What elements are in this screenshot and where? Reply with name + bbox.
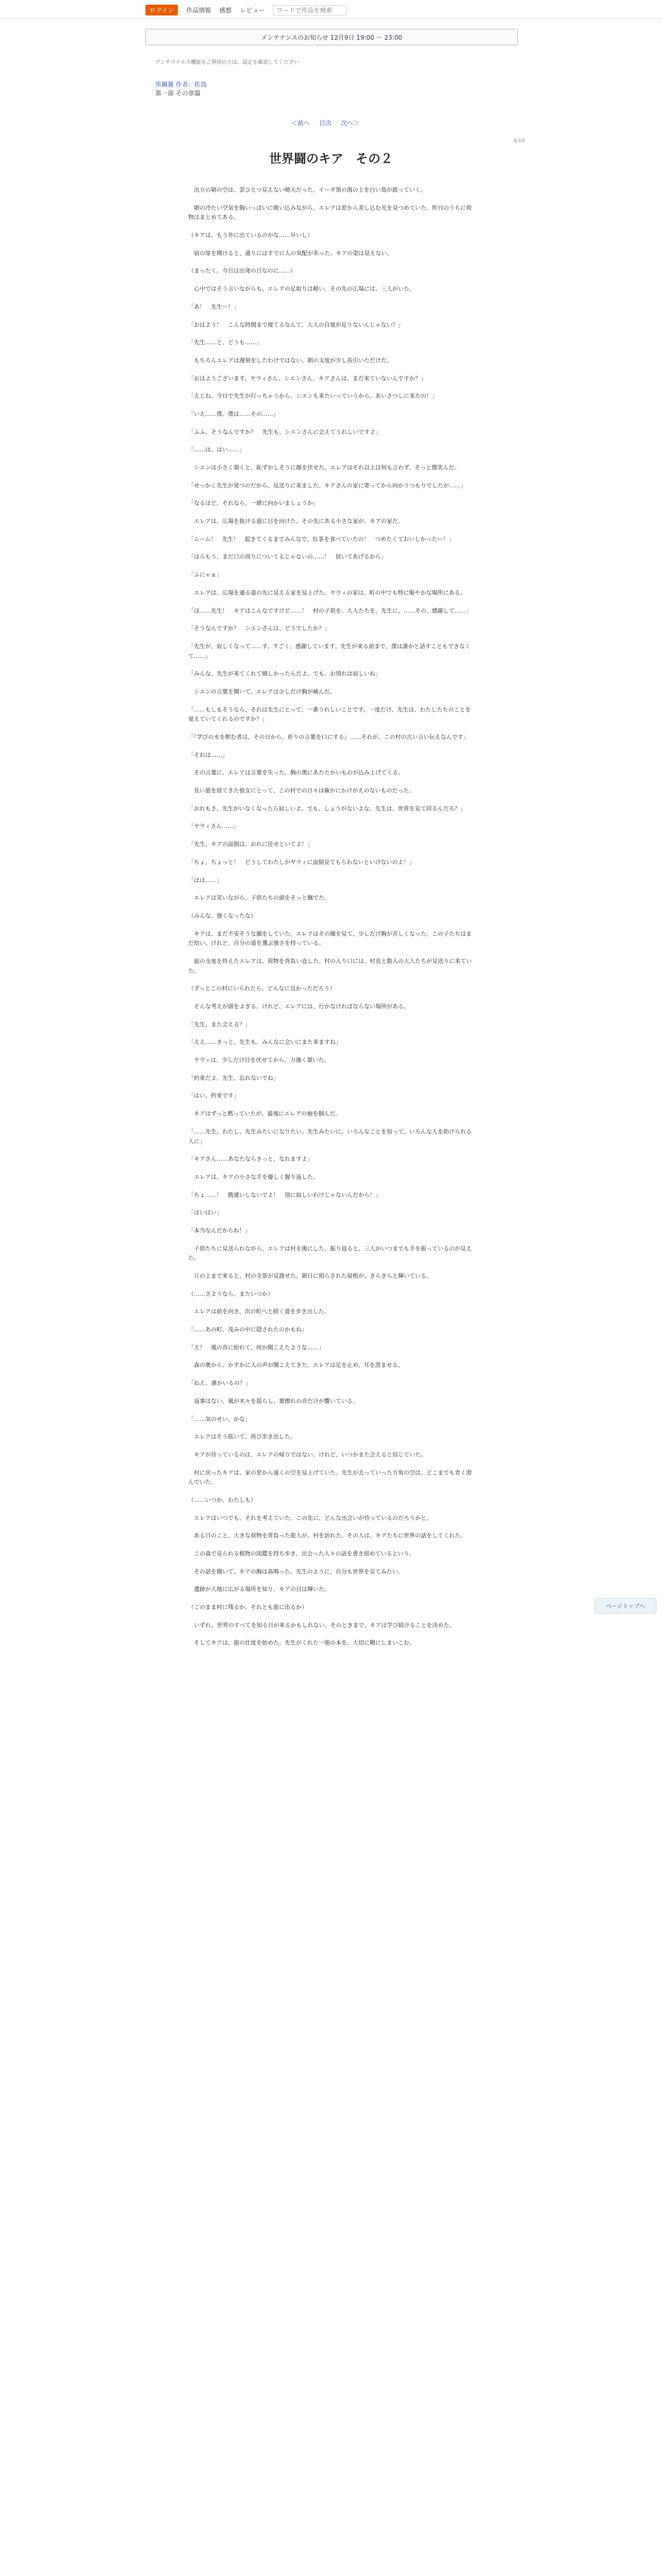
story-paragraph: 「そうなんですか？ シエンさんは、どうでしたか？」 (188, 625, 330, 632)
story-paragraph: 「おれもさ、先生がいなくなったら寂しいよ。でも、しょうがないよな。先生は、世界を見て回るんだろ？」 (188, 805, 466, 812)
story-paragraph: エレアは、キアの小さな手を優しく握り返した。 (188, 1173, 319, 1180)
login-button[interactable]: ログイン (145, 5, 178, 15)
story-paragraph: その言葉に、エレアは言葉を失った。胸の奥にあたたかいものが込み上げてくる。 (188, 769, 404, 776)
story-paragraph: ある日のこと、大きな荷物を背負った旅人が、村を訪れた。その人は、キアたちに世界の話をしてくれた。 (188, 1532, 466, 1539)
story-paragraph: （このまま村に残るか、それとも旅に出るか） (188, 1604, 307, 1611)
story-paragraph: 「はいはい」 (188, 1209, 222, 1216)
story-paragraph: 「みんな、先生が来てくれて嬉しかったんだよ。でも、お別れは寂しいね」 (188, 670, 381, 677)
story-paragraph: エレアはいつでも、それを考えていた。この先に、どんな出会いが待っているのだろうかと。 (188, 1514, 432, 1521)
story-paragraph: ヤウィは、少しだけ目を伏せてから、力強く頷いた。 (188, 1057, 330, 1064)
story-paragraph: 朝の冷たい空気を胸いっぱいに吸い込みながら、エレアは窓から差し込む光を見つめていた。昨日のうちに荷物はまとめてある。 (188, 204, 472, 221)
story-paragraph: 「えとね、今日で先生が行っちゃうから、シエンも来たいっていうから、あいさつしに来たの！」 (188, 393, 438, 400)
story-paragraph: 「……気のせい、かな」 (188, 1415, 251, 1422)
story-paragraph: （……さようなら。またいつか） (188, 1290, 273, 1297)
story-paragraph: 「ヤウィさん……」 (188, 823, 239, 830)
nav-link-work-info[interactable]: 作品情報 (186, 7, 211, 14)
story-paragraph: キアは、まだ不安そうな顔をしていた。エレアはその顔を見て、少しだけ胸が苦しくなった。この子たちはまだ幼い。けれど、自分の道を選ぶ強さを持っている。 (188, 930, 472, 947)
story-paragraph: （ずっとこの村にいられたら、どんなに良かっただろう） (188, 985, 336, 992)
story-paragraph: 「ムーム！ 先生！ 起きてくるまでみんなで、紅茶を食べていたの！ つめたくておいしかったー！」 (188, 535, 455, 543)
story-paragraph: 旅の支度を終えたエレアは、荷物を背負い直した。村の入り口には、村長と数人の大人たちが見送りに来ていた。 (188, 957, 472, 974)
story-paragraph: 「あ！ 先生ー！」 (188, 303, 239, 310)
story-paragraph: 返事はない。風が木々を揺らし、葉擦れの音だけが響いている。 (188, 1397, 358, 1404)
story-paragraph: 「先生、また会える？」 (188, 1021, 251, 1028)
story-paragraph: そしてキアは、旅の仕度を始めた。先生がくれた一冊の本を、大切に鞄にしまいこむ。 (188, 1639, 415, 1647)
story-paragraph: 「ふにゃぁ」 (188, 571, 222, 579)
story-paragraph: 「え？ 風の音に紛れて、何か聞こえたような……」 (188, 1344, 324, 1351)
story-paragraph: 「……あの町、茂みの中に隠されたのかもね」 (188, 1326, 307, 1333)
work-author[interactable]: 黒鋼翼 作者：佐鳥 (155, 81, 207, 88)
search-input[interactable] (273, 5, 347, 15)
story-paragraph: そんな考えが頭をよぎる。けれど、エレアには、行かなければならない場所がある。 (188, 1003, 409, 1010)
small-note: アンチウイルス機能をご利用の方は、設定を確認してください (155, 60, 299, 65)
story-paragraph: エレアは、広場を抜ける道に目を向けた。その先にある小さな家が、キアの家だ。 (188, 518, 404, 525)
story-body (188, 185, 474, 1656)
story-paragraph: （キアは、もう外に出ているのかな……早いし） (188, 232, 313, 239)
story-paragraph: 「ええ……きっと。先生も、みんなに会いにまた来ますね」 (188, 1039, 341, 1046)
story-paragraph: 森の奥から、かすかに人の声が聞こえてきた。エレアは足を止め、耳を澄ませる。 (188, 1362, 404, 1369)
nav-link-review[interactable]: レビュー (240, 7, 265, 14)
story-paragraph: 「ふふ、そうなんですか？ 先生も、シエンさんに会えてうれしいですよ」 (188, 428, 382, 435)
story-paragraph: シエンの言葉を聞いて、エレアは少しだけ胸が痛んだ。 (188, 688, 336, 695)
story-paragraph: 「『学びの水を飲む者は、その日から、祈りの言葉を口にする』……それが、この村の古い言い伝えなんです」 (188, 734, 469, 740)
story-paragraph: （みんな、強くなったな） (188, 912, 256, 919)
story-paragraph: 「はは……」 (188, 876, 222, 884)
story-paragraph: 「ちょ……！ 勘違いしないでよ！ 別に寂しいわけじゃないんだから！」 (188, 1191, 381, 1198)
story-paragraph: キアはずっと黙っていたが、最後にエレアの袖を掴んだ。 (188, 1110, 341, 1117)
story-paragraph: 「先生……と、どうも……」 (188, 339, 262, 346)
story-paragraph: エレアは笑いながら、子供たちの頭をそっと撫でた。 (188, 894, 330, 902)
story-paragraph: 「ほ……先生！ キアはこんなですけど……！ 村の子供を、大人たちを、先生に、……その、感謝して……」 (188, 607, 472, 614)
next-link[interactable]: 次へ＞ (341, 120, 360, 127)
story-paragraph: 宿の扉を開けると、通りにはすでに人の気配があった。キアの姿は見えない。 (188, 249, 393, 257)
story-paragraph: シエンは小さく頷くと、恥ずかしそうに顔を伏せた。エレアはそれ以上は何も言わず、そっと微笑んだ。 (188, 464, 460, 471)
story-paragraph: もちろんエレアは遅刻をしたわけではない。朝の支度が少し長引いただけだ。 (188, 357, 392, 364)
story-paragraph: 「ちょ、ちょっと！ どうしてわたしがヤウィに面倒見てもらわないといけないのよ！」 (188, 858, 415, 866)
story-paragraph: 「おはようございます。ヤウィさん、シエンさん、キアさんは、まだ来ていないんですか？」 (188, 375, 426, 382)
story-paragraph: 「……先生。わたし、先生みたいになりたい。先生みたいに、いろんなことを知って、いろんな人を助けられる人に」 (188, 1128, 472, 1145)
story-paragraph: キアが待っているのは、エレアの帰りではない。けれど、いつかまた会えると信じていた。 (188, 1451, 426, 1458)
story-paragraph: 「キアさん……あなたならきっと、なれますよ」 (188, 1156, 313, 1163)
story-paragraph: 「ほらもう、まだ口の周りについてるじゃないの……！ 拭いてあげるから」 (188, 553, 387, 561)
story-paragraph: 「それは……」 (188, 751, 228, 758)
story-paragraph: いずれ、世界のすべてを知る日が来るかもしれない。そのときまで、キアは学び続けることを決めた。 (188, 1621, 455, 1629)
maintenance-notice[interactable]: メンテナンスのお知らせ 12月9日 19:00 ～ 23:00 (145, 29, 518, 45)
story-paragraph: エレアは前を向き、次の町へと続く道を歩き出した。 (188, 1308, 330, 1315)
nav-link-impressions[interactable]: 感想 (219, 7, 232, 14)
story-paragraph: 長い旅を経てきた彼女にとって、この村での日々は確かにかけがえのないものだった。 (188, 787, 415, 794)
chapter-nav-top (291, 118, 359, 127)
story-paragraph: 「本当なんだからね！」 (188, 1227, 251, 1234)
story-paragraph: エレアは、広場を通る道の先に見える家を見上げた。ヤウィの家は、町の中でも特に賑やかな場所にある。 (188, 589, 466, 596)
story-paragraph: その話を聞いて、キアの胸は高鳴った。先生のように、自分も世界を見てみたい。 (188, 1568, 404, 1575)
story-paragraph: 丘の上まで来ると、村の全景が見渡せた。朝日に照らされた屋根が、きらきらと輝いている。 (188, 1273, 432, 1279)
story-paragraph: 「先生、キアの面倒は、おれに任せといてよ！」 (188, 841, 313, 848)
prev-link[interactable]: ＜前へ (291, 120, 310, 127)
story-paragraph: 「はい。約束です」 (188, 1092, 239, 1099)
story-paragraph: 「なるほど。それなら、一緒に向かいましょうか」 (188, 500, 319, 507)
chapter-title: 世界闘のキア その２ (269, 151, 393, 166)
story-paragraph: この森で見られる植物の図鑑を持ち歩き、出会った人々の話を書き留めているという。 (188, 1550, 415, 1557)
story-paragraph: 「……もしもそうなら、それは先生にとって、一番うれしいことです。一度だけ、先生は、わたしたちのことを覚えていてくれるのですか？」 (188, 706, 471, 723)
story-paragraph: 「いえ……僕、僕は……その……」 (188, 410, 279, 417)
story-paragraph: エレアはそう呟いて、再び歩き出した。 (188, 1433, 296, 1440)
top-nav (145, 5, 347, 15)
story-paragraph: 村に戻ったキアは、家の窓から遠くの空を見上げていた。先生が去っていった方角の空は、どこまでも青く澄んでいた。 (188, 1469, 472, 1486)
page-count: 4/10 (513, 138, 525, 144)
story-paragraph: 出立の朝の空は、雲ひとつ見えない晴天だった。イーダ領の海の上を白い鳥が渡っていく。 (188, 187, 426, 193)
story-paragraph: 子供たちに見送られながら、エレアは村を後にした。振り返ると、三人がいつまでも手を振っているのが見えた。 (188, 1245, 472, 1262)
page-top-button[interactable]: ページトップへ (594, 1598, 656, 1614)
story-paragraph: 「ねえ、誰かいるの？」 (188, 1380, 251, 1387)
story-paragraph: （まったく。今日は出発の日なのに……） (188, 267, 296, 275)
story-paragraph: 「……は、はい……」 (188, 446, 245, 453)
story-paragraph: 「せっかく先生が発つのだから、見送りに来ました。キアさんの家に寄ってから向かうつもりでしたが……」 (188, 482, 466, 489)
story-paragraph: 「約束だよ。先生、忘れないでね」 (188, 1074, 279, 1081)
story-paragraph: 心中ではそう言いながらも、エレアの足取りは軽い。その先の広場には、三人がいた。 (188, 285, 415, 293)
story-paragraph: 「先生が、寂しくなって……す、すごく、感謝しています。先生が来る前まで、僕は誰かと話すこともできなくて……」 (188, 642, 471, 659)
top-bar (0, 0, 662, 19)
story-paragraph: （……いつか、わたしも） (188, 1496, 256, 1503)
work-series: 第一部 その章篇 (155, 90, 201, 97)
story-paragraph: 遺跡が大地に広がる場所を知り、キアの目は輝いた。 (188, 1586, 330, 1593)
toc-link[interactable]: 目次 (319, 120, 332, 127)
story-paragraph: 「おはよう！ こんな時間まで寝てるなんて、大人の自覚が足りないんじゃない？」 (188, 321, 404, 328)
